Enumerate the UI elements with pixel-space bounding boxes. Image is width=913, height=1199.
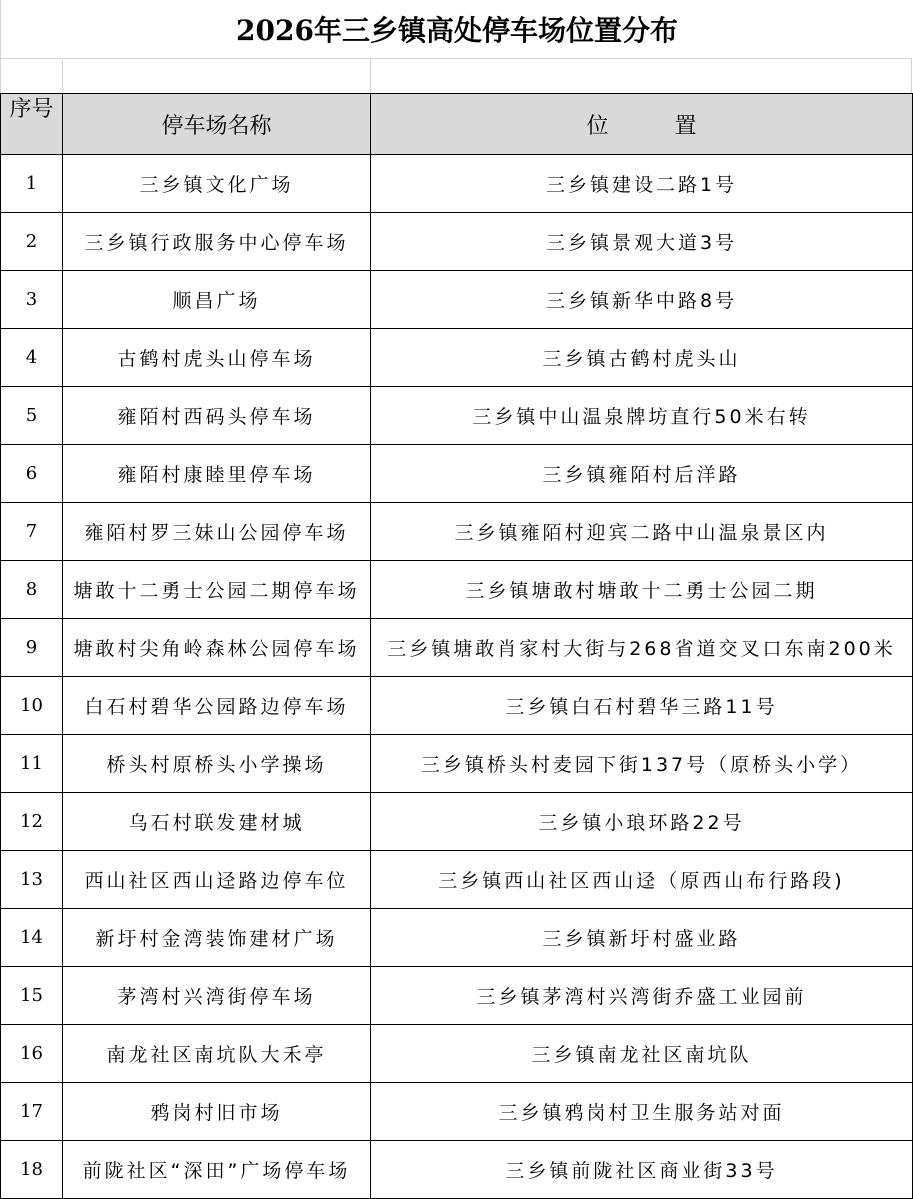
row-number: 9: [1, 619, 63, 677]
row-number: 12: [1, 793, 63, 851]
table-row: [1, 909, 913, 967]
parking-name: 塘敢十二勇士公园二期停车场: [63, 561, 371, 619]
page-title: 2026年三乡镇高处停车场位置分布: [0, 0, 913, 58]
parking-location: 三乡镇古鹤村虎头山: [371, 329, 913, 387]
parking-location: 三乡镇塘敢肖家村大街与268省道交叉口东南200米: [371, 619, 913, 677]
gridline: [370, 59, 371, 94]
row-number: 17: [1, 1083, 63, 1141]
table-row: [1, 1083, 913, 1141]
row-number: 2: [1, 213, 63, 271]
parking-name: 雍陌村康睦里停车场: [63, 445, 371, 503]
parking-name: 南龙社区南坑队大禾亭: [63, 1025, 371, 1083]
table-row: [1, 619, 913, 677]
table-row: [1, 967, 913, 1025]
table-row: [1, 387, 913, 445]
parking-location: 三乡镇桥头村麦园下街137号（原桥头小学）: [371, 735, 913, 793]
blank-row: [0, 58, 912, 94]
parking-name: 桥头村原桥头小学操场: [63, 735, 371, 793]
parking-name: 乌石村联发建材城: [63, 793, 371, 851]
row-number: 1: [1, 155, 63, 213]
table-row: [1, 329, 913, 387]
parking-name: 三乡镇行政服务中心停车场: [63, 213, 371, 271]
gridline: [0, 59, 1, 94]
row-number: 13: [1, 851, 63, 909]
row-number: 10: [1, 677, 63, 735]
parking-location: 三乡镇西山社区西山迳（原西山布行路段): [371, 851, 913, 909]
row-number: 18: [1, 1141, 63, 1199]
parking-location: 三乡镇鸦岗村卫生服务站对面: [371, 1083, 913, 1141]
parking-location: 三乡镇新圩村盛业路: [371, 909, 913, 967]
table-row: [1, 503, 913, 561]
parking-name: 白石村碧华公园路边停车场: [63, 677, 371, 735]
row-number: 3: [1, 271, 63, 329]
table-row: [1, 155, 913, 213]
column-header-name: 停车场名称: [63, 94, 371, 155]
table-row: [1, 677, 913, 735]
gridline: [62, 59, 63, 94]
parking-name: 鸦岗村旧市场: [63, 1083, 371, 1141]
parking-location: 三乡镇前陇社区商业街33号: [371, 1141, 913, 1199]
table-row: [1, 1141, 913, 1199]
parking-table: [0, 93, 913, 1199]
parking-name: 新圩村金湾装饰建材广场: [63, 909, 371, 967]
row-number: 5: [1, 387, 63, 445]
header-row: [1, 94, 913, 155]
table-row: [1, 213, 913, 271]
column-header-location: 位 置: [371, 94, 913, 155]
parking-name: 三乡镇文化广场: [63, 155, 371, 213]
row-number: 11: [1, 735, 63, 793]
row-number: 7: [1, 503, 63, 561]
row-number: 6: [1, 445, 63, 503]
parking-name: 西山社区西山迳路边停车位: [63, 851, 371, 909]
gridline: [911, 59, 912, 94]
parking-location: 三乡镇塘敢村塘敢十二勇士公园二期: [371, 561, 913, 619]
parking-name: 雍陌村西码头停车场: [63, 387, 371, 445]
parking-name: 雍陌村罗三妹山公园停车场: [63, 503, 371, 561]
parking-location: 三乡镇中山温泉牌坊直行50米右转: [371, 387, 913, 445]
row-number: 16: [1, 1025, 63, 1083]
parking-name: 顺昌广场: [63, 271, 371, 329]
table-row: [1, 735, 913, 793]
table-row: [1, 1025, 913, 1083]
parking-location: 三乡镇雍陌村后洋路: [371, 445, 913, 503]
column-header-num: 序号: [1, 94, 63, 155]
table-row: [1, 793, 913, 851]
parking-location: 三乡镇南龙社区南坑队: [371, 1025, 913, 1083]
row-number: 14: [1, 909, 63, 967]
table-row: [1, 561, 913, 619]
table-row: [1, 851, 913, 909]
row-number: 15: [1, 967, 63, 1025]
row-number: 4: [1, 329, 63, 387]
parking-name: 茅湾村兴湾街停车场: [63, 967, 371, 1025]
parking-location: 三乡镇景观大道3号: [371, 213, 913, 271]
parking-location: 三乡镇白石村碧华三路11号: [371, 677, 913, 735]
parking-location: 三乡镇建设二路1号: [371, 155, 913, 213]
parking-location: 三乡镇小琅环路22号: [371, 793, 913, 851]
row-number: 8: [1, 561, 63, 619]
parking-name: 前陇社区“深田”广场停车场: [63, 1141, 371, 1199]
parking-name: 古鹤村虎头山停车场: [63, 329, 371, 387]
parking-name: 塘敢村尖角岭森林公园停车场: [63, 619, 371, 677]
parking-location: 三乡镇茅湾村兴湾街乔盛工业园前: [371, 967, 913, 1025]
parking-location: 三乡镇新华中路8号: [371, 271, 913, 329]
table-row: [1, 445, 913, 503]
table-row: [1, 271, 913, 329]
parking-location: 三乡镇雍陌村迎宾二路中山温泉景区内: [371, 503, 913, 561]
